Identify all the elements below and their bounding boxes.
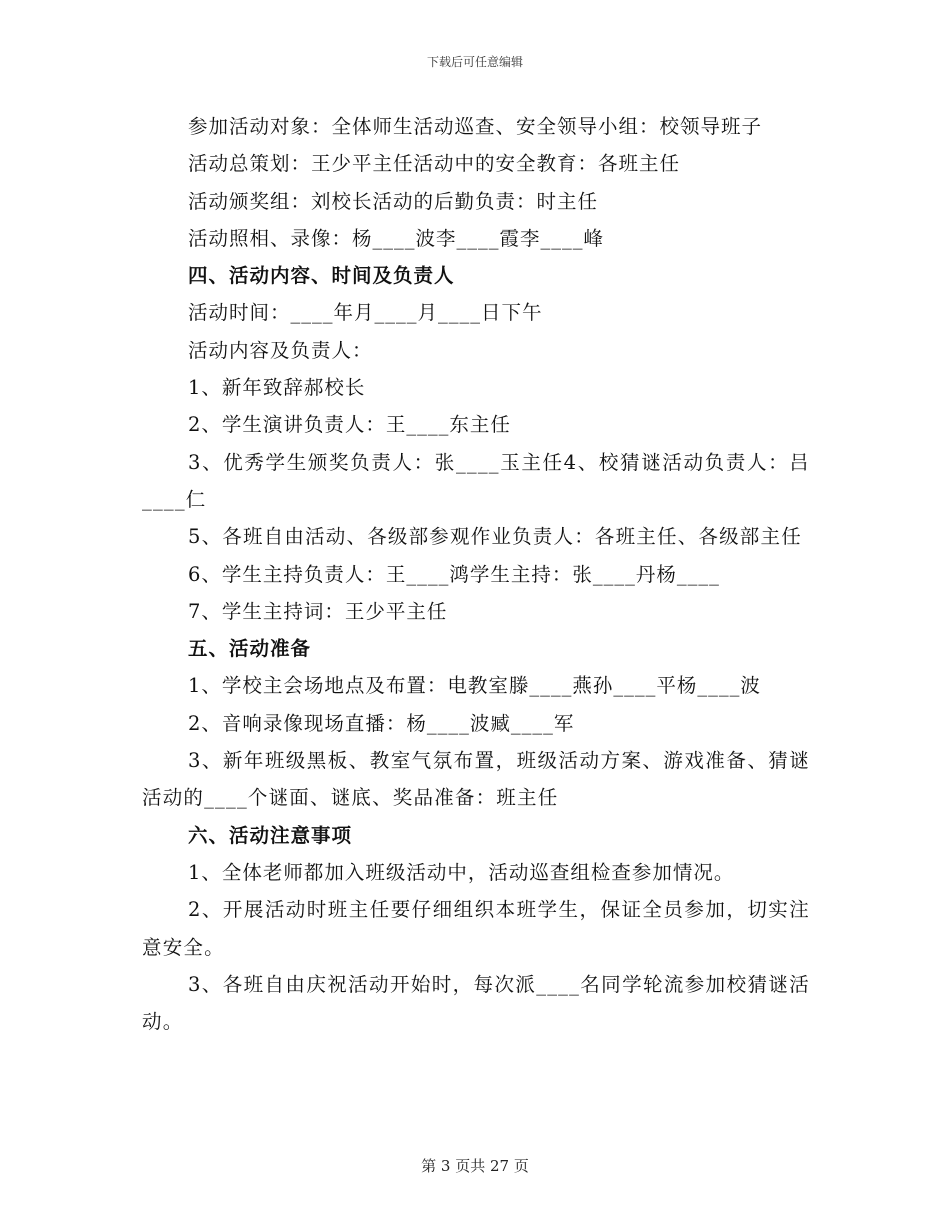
list-item-5: 5、各班自由活动、各级部参观作业负责人：各班主任、各级部主任: [188, 525, 802, 549]
participants-line: 参加活动对象：全体师生活动巡查、安全领导小组：校领导班子: [188, 115, 763, 138]
prep-item-3: 3、新年班级黑板、教室气氛布置，班级活动方案、游戏准备、猜谜活动的____个谜面、谜底、奖品准备：班主任: [142, 749, 810, 810]
list-item-1: 1、新年致辞郝校长: [188, 376, 366, 400]
page-footer: 第 3 页共 27 页: [421, 1157, 529, 1175]
list-item-6: 6、学生主持负责人：王____鸿学生主持：张____丹杨____: [188, 562, 720, 586]
document-body: [142, 108, 810, 1040]
list-item-2: 2、学生演讲负责人：王____东主任: [188, 413, 511, 437]
note-item-2: 2、开展活动时班主任要仔细组织本班学生，保证全员参加，切实注意安全。: [142, 898, 810, 959]
list-item-3: 3、优秀学生颁奖负责人：张____玉主任4、校猜谜活动负责人：吕____仁: [142, 450, 810, 511]
note-item-1: 1、全体老师都加入班级活动中，活动巡查组检查参加情况。: [188, 860, 735, 884]
prep-item-2: 2、音响录像现场直播：杨____波臧____军: [188, 711, 575, 735]
page-header: 下载后可任意编辑: [426, 55, 523, 69]
note-item-3: 3、各班自由庆祝活动开始时，每次派____名同学轮流参加校猜谜活动。: [142, 972, 810, 1034]
prep-item-1: 1、学校主会场地点及布置：电教室滕____燕孙____平杨____波: [188, 674, 761, 698]
content-and-owner-line: 活动内容及负责人：: [188, 338, 373, 362]
section-heading-5: 五、活动准备: [188, 637, 312, 661]
planner-line: 活动总策划：王少平主任活动中的安全教育：各班主任: [188, 152, 681, 176]
activity-time-line: 活动时间：____年月____月____日下午: [188, 301, 543, 325]
photo-video-line: 活动照相、录像：杨____波李____霞李____峰: [188, 226, 605, 250]
list-item-7: 7、学生主持词：王少平主任: [188, 599, 448, 623]
section-heading-6: 六、活动注意事项: [188, 823, 353, 847]
award-group-line: 活动颁奖组：刘校长活动的后勤负责：时主任: [188, 189, 599, 213]
section-heading-4: 四、活动内容、时间及负责人: [188, 264, 455, 288]
